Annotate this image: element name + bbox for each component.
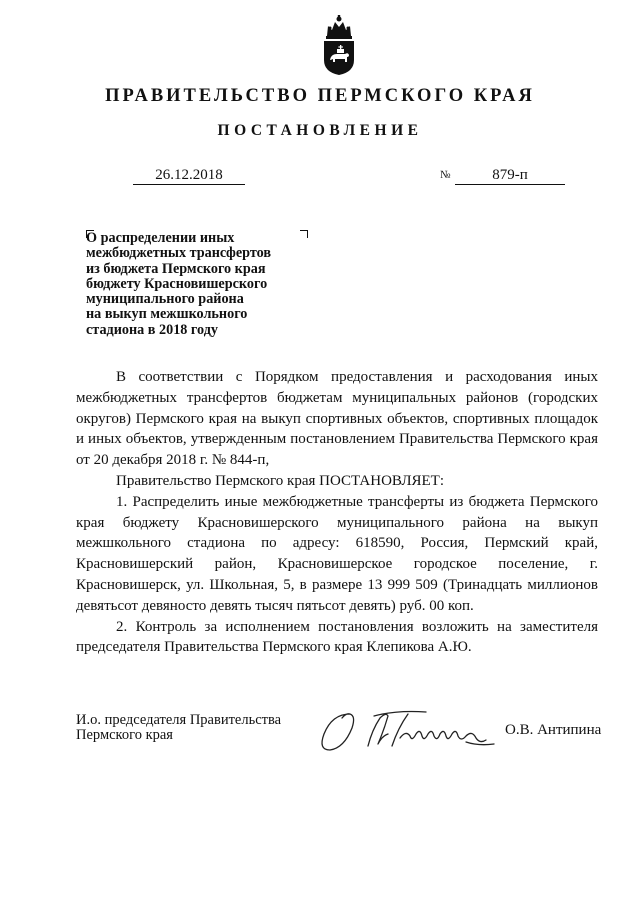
signer-name: О.В. Антипина: [505, 722, 602, 738]
number-sign: №: [440, 169, 451, 181]
document-subject: [86, 231, 296, 338]
body-paragraph-item-1: 1. Распределить иные межбюджетные трансферты из бюджета Пермского края бюджету Красновишерского муниципального района на выкуп межшкольного стадиона по адресу: 618590, Россия, Пермский край, Красновишерский район, Красновишерское городское поселение, г. Красновишерск, ул. Школьная, 5, в размере 13 999 509 (Тринадцать миллионов девятьсот девяносто девять тысяч пятьсот девять) руб. 00 коп.: [76, 493, 598, 614]
handwritten-signature-icon: [316, 700, 504, 756]
subject-line: О распределении иных: [86, 230, 235, 246]
body-paragraph-decree: Правительство Пермского края ПОСТАНОВЛЯЕТ:: [116, 472, 445, 489]
signer-position-line: И.о. председателя Правительства: [76, 712, 282, 728]
subject-line: стадиона в 2018 году: [86, 321, 218, 338]
organization-title: ПРАВИТЕЛЬСТВО ПЕРМСКОГО КРАЯ: [105, 86, 535, 106]
subject-line: муниципального района: [86, 291, 244, 308]
body-paragraph-preamble: В соответствии с Порядком предоставления и расходования иных межбюджетных трансфертов бюджетам муниципальных районов (городских округов) Пермского края на выкуп спортивных объектов, спортивных площадок и иных объектов, утвержденным постановлением Правительства Пермского края от 20 декабря 2018 г. № 844-п,: [76, 369, 598, 469]
subject-corner-right: [300, 230, 308, 238]
subject-line: из бюджета Пермского края: [86, 260, 266, 277]
document-date: 26.12.2018: [133, 166, 245, 185]
subject-line: межбюджетных трансфертов: [86, 245, 272, 262]
document-type: ПОСТАНОВЛЕНИЕ: [217, 122, 423, 139]
document-number: 879-п: [455, 166, 565, 185]
document-body: [76, 367, 598, 658]
subject-line: бюджету Красновишерского: [86, 275, 268, 292]
subject-line: на выкуп межшкольного: [86, 306, 248, 323]
body-paragraph-item-2: 2. Контроль за исполнением постановления возложить на заместителя председателя Правительства Пермского края Клепикова А.Ю.: [76, 618, 598, 656]
perm-krai-coat-of-arms-icon: [321, 14, 357, 76]
signer-position-line: Пермского края: [76, 727, 173, 743]
signer-position: [76, 713, 281, 743]
